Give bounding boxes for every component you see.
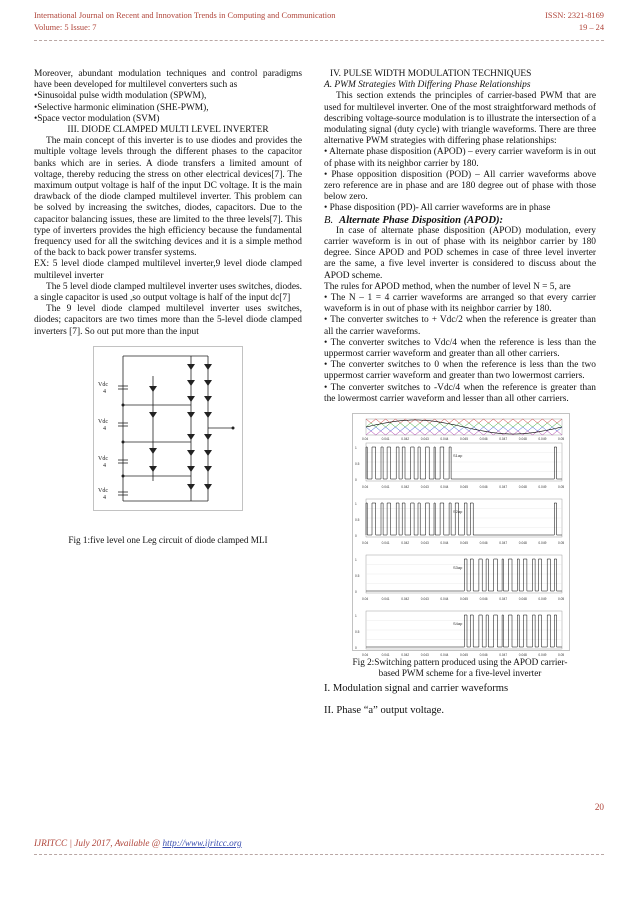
bullet-pod: • Phase opposition disposition (POD) – All carrier waveforms above zero reference are in phase and are 180 degree out of phase with those below zero. xyxy=(324,169,596,203)
x-tick-label: 0.045 xyxy=(460,653,468,658)
x-tick-label: 0.049 xyxy=(538,485,547,490)
x-tick-label: 0.046 xyxy=(479,541,488,546)
figure-1-caption: Fig 1:five level one Leg circuit of diode clamped MLI xyxy=(68,534,268,545)
x-tick-label: 0.042 xyxy=(401,485,410,490)
x-tick-label: 0.043 xyxy=(420,653,429,658)
rule-4: • The converter switches to 0 when the reference is less than the two uppermost carrier waveform and greater than two lowermost carriers. xyxy=(324,360,596,382)
x-tick-label: 0.045 xyxy=(460,597,468,602)
x-tick-label: 0.046 xyxy=(479,597,488,602)
x-tick-label: 0.044 xyxy=(440,597,449,602)
page-number: 20 xyxy=(594,802,604,812)
x-tick-label: 0.046 xyxy=(479,653,488,658)
x-tick-label: 0.047 xyxy=(499,541,508,546)
journal-issn-block xyxy=(545,10,604,34)
panel-label-s2ap: S2ap xyxy=(453,509,463,515)
y-tick-label: 0.5 xyxy=(355,462,360,467)
subsection-b-heading xyxy=(324,215,596,226)
x-tick-label: 0.041 xyxy=(381,597,390,602)
x-tick-label: 0.047 xyxy=(499,437,508,442)
x-tick-label: 0.045 xyxy=(460,541,468,546)
list-item-modulation: I. Modulation signal and carrier waveforms xyxy=(324,683,509,695)
x-tick-label: 0.042 xyxy=(401,653,410,658)
rule-1: • The N – 1 = 4 carrier waveforms are arranged so that every carrier waveform is in out of phase with its neighbor carrier by 180. xyxy=(324,293,596,315)
x-tick-label: 0.05 xyxy=(558,485,565,490)
bullet-spwm: •Sinusoidal pulse width modulation (SPWM), xyxy=(34,91,207,102)
vdc-sub-4: 4 xyxy=(103,494,106,501)
y-tick-label: 1 xyxy=(355,446,357,451)
x-tick-label: 0.041 xyxy=(381,437,390,442)
panel-label-s3ap: S3ap xyxy=(453,565,463,571)
y-tick-label: 0.5 xyxy=(355,630,360,635)
carrier-waveforms xyxy=(366,419,562,435)
paragraph-apod: In case of alternate phase disposition (APOD) modulation, every carrier waveform is in out of phase with its neighbor carrier by 180 degree. Since APOD and POD schemes in case of three level inverter are the same, a five level inverter is considered to discuss about the APOD scheme. xyxy=(324,225,596,281)
x-tick-label: 0.04 xyxy=(362,653,369,658)
paragraph-examples: EX: 5 level diode clamped multilevel inverter,9 level diode clamped multilevel inverter xyxy=(34,259,302,281)
bullet-svm: •Space vector modulation (SVM) xyxy=(34,113,160,124)
vdc-sub-3: 4 xyxy=(103,462,106,469)
x-tick-label: 0.047 xyxy=(499,653,508,658)
left-column xyxy=(34,69,302,546)
x-tick-label: 0.047 xyxy=(499,485,508,490)
bullet-pd: • Phase disposition (PD)- All carrier waveforms are in phase xyxy=(324,203,551,214)
page-header xyxy=(34,10,604,42)
vdc-label-3: Vdc xyxy=(98,455,108,462)
x-tick-label: 0.043 xyxy=(420,541,429,546)
y-tick-label: 0.5 xyxy=(355,518,360,523)
intro-paragraph: Moreover, abundant modulation techniques and control paradigms have been developed for multilevel converters such as xyxy=(34,69,302,91)
switching-pattern-figure xyxy=(352,413,570,658)
journal-name: International Journal on Recent and Innovation Trends in Computing and Communication xyxy=(34,11,336,20)
panel-label-s4ap: S4ap xyxy=(453,621,463,627)
x-tick-label: 0.046 xyxy=(479,485,488,490)
subsection-a-heading: A. PWM Strategies With Differing Phase Relationships xyxy=(324,80,531,91)
x-tick-label: 0.049 xyxy=(538,597,547,602)
x-tick-label: 0.048 xyxy=(518,653,527,658)
x-tick-label: 0.05 xyxy=(558,541,565,546)
x-tick-label: 0.045 xyxy=(460,485,468,490)
y-tick-label: 1 xyxy=(355,558,357,563)
x-tick-label: 0.044 xyxy=(440,541,449,546)
x-tick-label: 0.044 xyxy=(440,437,449,442)
paragraph-rules-intro: The rules for APOD method, when the number of level N = 5, are xyxy=(324,281,571,292)
journal-volume: Volume: 5 Issue: 7 xyxy=(34,23,97,32)
x-tick-label: 0.042 xyxy=(401,437,410,442)
list-item-phase-a: II. Phase “a” output voltage. xyxy=(324,705,445,717)
x-tick-label: 0.04 xyxy=(362,597,369,602)
paragraph-pwm-intro: This section extends the principles of carrier-based PWM that are used for multilevel inverter. One of the most straightforward methods of describing voltage-source modulation is to illustrate the intersection of a modulating signal (duty cycle) with triangle waveforms. There are three alternative PWM strategies with differing phase relationships: xyxy=(324,91,596,147)
vdc-label-4: Vdc xyxy=(98,487,108,494)
x-tick-label: 0.048 xyxy=(518,437,527,442)
x-tick-label: 0.044 xyxy=(440,485,449,490)
x-tick-label: 0.041 xyxy=(381,485,390,490)
paragraph-5-level: The 5 level diode clamped multilevel inverter uses switches, diodes. a single capacitor is used ,so output voltage is half of the input dc[7] xyxy=(34,281,302,304)
paragraph-9-level: The 9 level diode clamped multilevel inverter uses switches, diodes; capacitors are two times more than the 5-level diode clamped inverters [7]. So out put more than the input xyxy=(34,304,302,337)
bullet-apod: • Alternate phase disposition (APOD) – every carrier waveform is in out of phase with its neighbor carrier by 180. xyxy=(324,147,596,169)
rule-2: • The converter switches to + Vdc/2 when the reference is greater than all the carrier waveforms. xyxy=(324,315,596,337)
x-tick-label: 0.042 xyxy=(401,541,410,546)
x-tick-label: 0.043 xyxy=(420,597,429,602)
x-tick-label: 0.05 xyxy=(558,597,565,602)
x-tick-label: 0.041 xyxy=(381,653,390,658)
y-tick-label: 0 xyxy=(355,646,357,651)
vdc-label-2: Vdc xyxy=(98,418,108,425)
vdc-label-1: Vdc xyxy=(98,381,108,388)
x-tick-label: 0.04 xyxy=(362,541,369,546)
x-tick-label: 0.048 xyxy=(518,597,527,602)
figure-2-caption-line-2: based PWM scheme for a five-level inverter xyxy=(378,668,542,679)
vdc-sub-1: 4 xyxy=(103,388,106,395)
journal-link[interactable]: http://www.ijritcc.org xyxy=(162,838,242,848)
right-column xyxy=(324,69,596,717)
x-tick-label: 0.042 xyxy=(401,597,410,602)
y-tick-label: 1 xyxy=(355,614,357,619)
vdc-sub-2: 4 xyxy=(103,425,106,432)
x-tick-label: 0.04 xyxy=(362,485,369,490)
paragraph-diode-concept: The main concept of this inverter is to use diodes and provides the multiple voltage levels through the different phases to the capacitor banks which are in series. A diode transfers a limited amount of voltage, thereby reducing the stress on other electrical devices[7]. The maximum output voltage is half of the input DC voltage. It is the main drawback of the diode clamped multilevel inverter. This problem can be solved by increasing the switches, diodes, capacitors. Due to the capacitor balancing issues, these are limited to the three levels[7]. This type of inverters provides the high efficiency because the fundamental frequency used for all the switching devices and it is a simple method of the back to back power transfer systems. xyxy=(34,136,302,259)
y-tick-label: 0 xyxy=(355,478,357,483)
panel-label-s1ap: S1ap xyxy=(453,453,463,459)
y-tick-label: 1 xyxy=(355,502,357,507)
y-tick-label: 0.5 xyxy=(355,574,360,579)
x-tick-label: 0.047 xyxy=(499,597,508,602)
subsection-b-label: B. xyxy=(324,214,334,226)
x-tick-label: 0.049 xyxy=(538,653,547,658)
rule-5: • The converter switches to -Vdc/4 when the reference is greater than the lowermost carrier waveform and lesser than all other carriers. xyxy=(324,382,596,404)
footer-credit-text: IJRITCC | July 2017, Available @ xyxy=(34,838,163,848)
x-tick-label: 0.05 xyxy=(558,653,565,658)
x-tick-label: 0.043 xyxy=(420,437,429,442)
journal-pages: 19 – 24 xyxy=(578,23,604,32)
x-tick-label: 0.041 xyxy=(381,541,390,546)
x-tick-label: 0.05 xyxy=(558,437,565,442)
figure-2-caption-line-1: Fig 2:Switching pattern produced using the APOD carrier- xyxy=(352,657,568,668)
journal-issn: ISSN: 2321-8169 xyxy=(545,11,604,20)
x-tick-label: 0.04 xyxy=(362,437,369,442)
x-tick-label: 0.043 xyxy=(420,485,429,490)
x-tick-label: 0.046 xyxy=(479,437,488,442)
circuit-diagram-figure xyxy=(93,346,243,511)
rule-3: • The converter switches to Vdc/4 when the reference is less than the uppermost carrier waveform and greater than all other carriers. xyxy=(324,337,596,360)
x-tick-label: 0.048 xyxy=(518,541,527,546)
x-tick-label: 0.049 xyxy=(538,541,547,546)
section-heading-4: IV. PULSE WIDTH MODULATION TECHNIQUES xyxy=(330,69,532,79)
subsection-b-title: Alternate Phase Disposition (APOD): xyxy=(339,214,504,226)
footer-credit xyxy=(34,838,242,848)
bullet-she: •Selective harmonic elimination (SHE-PWM), xyxy=(34,102,209,113)
x-tick-label: 0.045 xyxy=(460,437,468,442)
x-tick-label: 0.049 xyxy=(538,437,547,442)
x-tick-label: 0.048 xyxy=(518,485,527,490)
journal-info xyxy=(34,10,335,34)
y-tick-label: 0 xyxy=(355,534,357,539)
footer-divider xyxy=(34,854,604,855)
header-divider xyxy=(34,40,604,41)
y-tick-label: 0 xyxy=(355,590,357,595)
x-tick-label: 0.044 xyxy=(440,653,449,658)
section-heading-3: III. DIODE CLAMPED MULTI LEVEL INVERTER xyxy=(67,125,269,136)
